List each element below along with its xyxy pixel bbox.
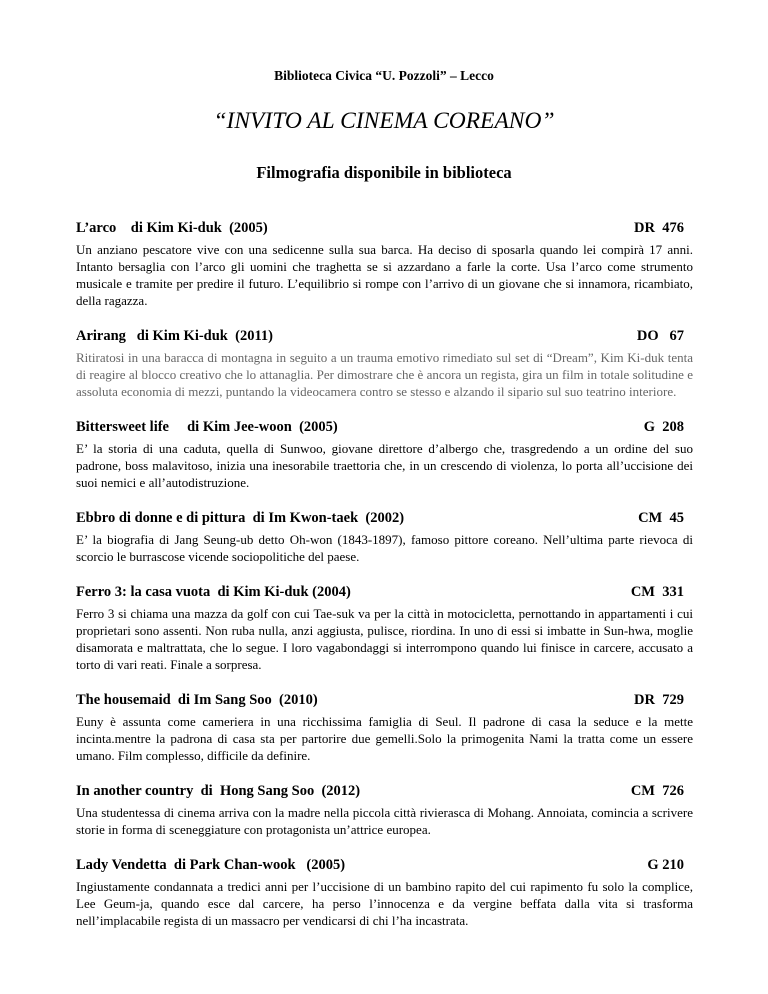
film-heading: [76, 782, 693, 800]
film-description: Ingiustamente condannata a tredici anni per l’uccisione di un bambino rapito del cui rapimento fu solo la complice, Lee Geum-ja, quando esce dal carcere, ha perso l’innocenza e da vergine beffata dalla vita si trasforma nell’implacabile regista di un massacro per vendicarsi di chi l’ha incastrata.: [76, 879, 693, 928]
film-description: Euny è assunta come cameriera in una ricchissima famiglia di Seul. Il padrone di casa la seduce e la mette incinta.mentre la padrona di casa sta per partorire due gemelli.Solo la primogenita Nami la tratta come un essere umano. Film complesso, difficile da definire.: [76, 714, 693, 763]
film-description: Un anziano pescatore vive con una sedicenne sulla sua barca. Ha deciso di sposarla quando lei compirà 17 anni. Intanto bersaglia con l’arco gli uomini che traghetta se si azzardano a farle la corte. Usa l’arco come strumento musicale e tramite per predire il futuro. L’equilibrio si rompe con l’arrivo di un giovane che si innamora, ricambiato, della ragazza.: [76, 242, 693, 308]
film-description: Ritiratosi in una baracca di montagna in seguito a un trauma emotivo rimediato sul set di “Dream”, Kim Ki-duk tenta di reagire al blocco creativo che lo attanaglia. Per dimostrare che è ancora un regista, gira un film in totale solitudine e assoluta economia di mezzi, puntando la videocamera contro se stesso e alzando il sipario sul suo teatrino interiore.: [76, 350, 693, 399]
shelf-mark: DO 67: [636, 328, 684, 344]
film-heading: [76, 418, 693, 436]
library-heading: Biblioteca Civica “U. Pozzoli” – Lecco: [274, 68, 494, 83]
shelf-mark: CM 45: [638, 510, 684, 526]
film-description: Una studentessa di cinema arriva con la madre nella piccola città rivierasca di Mohang. Annoiata, comincia a scrivere storie in forma di sceneggiature con protagonista un’attrice europea.: [76, 805, 693, 837]
film-heading: [76, 327, 693, 345]
shelf-mark: G 208: [643, 419, 684, 435]
film-entry: [76, 583, 693, 673]
film-entry: [76, 691, 693, 764]
film-heading: [76, 856, 693, 874]
shelf-mark: DR 729: [634, 692, 684, 708]
film-heading: [76, 509, 693, 527]
film-title: Arirang di Kim Ki-duk (2011): [76, 328, 273, 344]
film-title: Lady Vendetta di Park Chan-wook (2005): [76, 857, 346, 873]
document-title: “INVITO AL CINEMA COREANO”: [213, 108, 555, 134]
film-description: Ferro 3 si chiama una mazza da golf con cui Tae-suk va per la città in motocicletta, pernottando in appartamenti i cui proprietari sono assenti. Non ruba nulla, anzi aggiusta, pulisce, riordina. In uno di essi si imbatte in Sun-hwa, moglie disamorata e maltrattata, che lo segue. I loro vagabondaggi si interrompono quando lui finisce in carcere, accusato a torto di vari reati. Finale a sorpresa.: [76, 606, 693, 672]
film-description: E’ la biografia di Jang Seung-ub detto Oh-won (1843-1897), famoso pittore coreano. Nell’ultima parte rievoca di scorcio le burrascose vicende sociopolitiche del paese.: [76, 532, 693, 564]
film-entry: [76, 327, 693, 400]
film-title: Bittersweet life di Kim Jee-woon (2005): [76, 419, 338, 435]
shelf-mark: CM 331: [630, 584, 684, 600]
shelf-mark: CM 726: [630, 783, 684, 799]
shelf-mark: DR 476: [634, 220, 684, 236]
film-heading: [76, 583, 693, 601]
film-heading: [76, 219, 693, 237]
film-entry: [76, 219, 693, 309]
film-list: [76, 219, 693, 947]
film-title: In another country di Hong Sang Soo (2012): [76, 783, 361, 799]
shelf-mark: G 210: [647, 857, 684, 873]
film-heading: [76, 691, 693, 709]
film-title: Ebbro di donne e di pittura di Im Kwon-taek (2002): [76, 510, 405, 526]
document-subtitle: Filmografia disponibile in biblioteca: [256, 163, 512, 182]
film-entry: [76, 782, 693, 838]
film-description: E’ la storia di una caduta, quella di Sunwoo, giovane direttore d’albergo che, trasgredendo a un ordine del suo padrone, boss malavitoso, inizia una inesorabile traettoria che, in un crescendo di violenza, lo porta all’uccisione dei suoi nemici e all’autodistruzione.: [76, 441, 693, 490]
film-entry: [76, 856, 693, 929]
film-title: L’arco di Kim Ki-duk (2005): [76, 220, 268, 236]
film-entry: [76, 509, 693, 565]
film-title: Ferro 3: la casa vuota di Kim Ki-duk (2004): [76, 584, 351, 600]
film-title: The housemaid di Im Sang Soo (2010): [76, 692, 318, 708]
film-entry: [76, 418, 693, 491]
